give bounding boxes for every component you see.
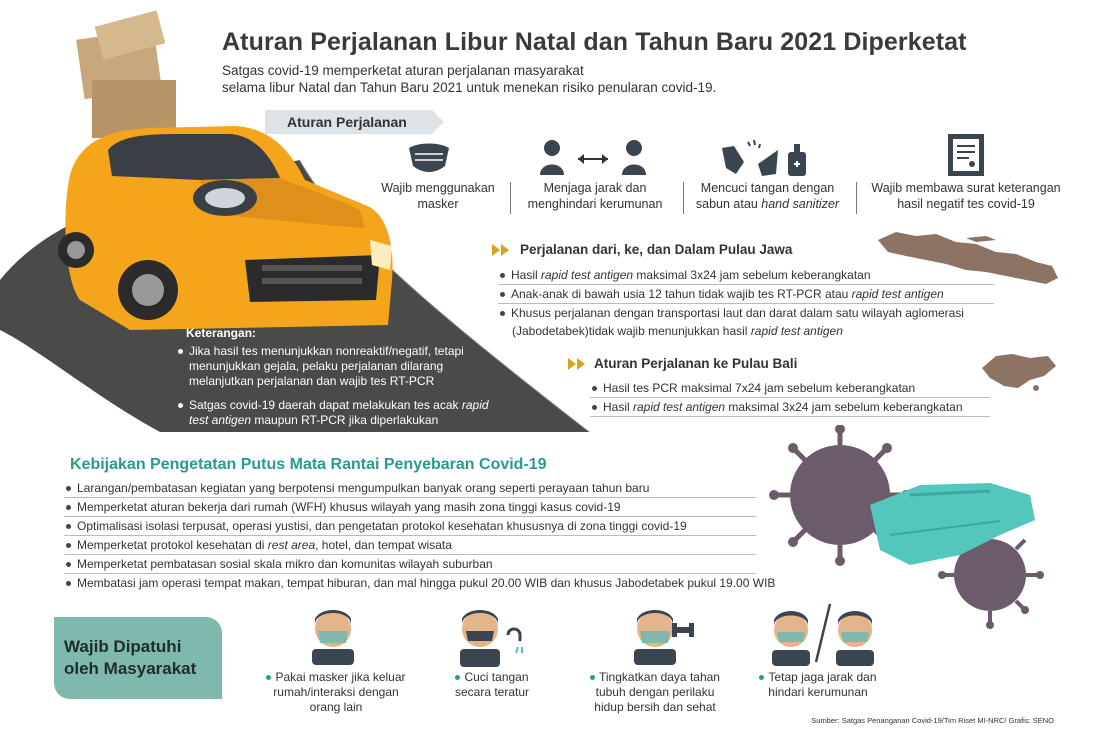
rule-handwash (690, 180, 845, 212)
certificate-icon (944, 132, 988, 178)
jawa-b1-text: Hasil (511, 268, 542, 282)
subtitle-line-1: Satgas covid-19 memperketat aturan perjalanan masyarakat (222, 63, 584, 78)
keterangan-item-2-italic: rapid test antigen (189, 398, 489, 427)
wajib-item-1-l1: Pakai masker jika keluar (275, 670, 406, 684)
subtitle-line-2: selama libur Natal dan Tahun Baru 2021 untuk menekan risiko penularan covid-19. (222, 80, 717, 95)
kebijakan-heading: Kebijakan Pengetatan Putus Mata Rantai Penyebaran Covid-19 (70, 456, 547, 473)
kebijakan-item-2: Memperketat aturan bekerja dari rumah (WFH) khusus wilayah yang masih zona tinggi kasus covid-19 (77, 500, 621, 514)
keterangan-item-1: Jika hasil tes menunjukkan nonreaktif/negatif, tetapi menunjukkan gejala, pelaku perjalanan dilarang melanjutkan perjalanan dan wajib tes RT-PCR (189, 344, 464, 388)
wajib-item-1-l2: rumah/interaksi dengan (273, 685, 399, 699)
list-item (590, 379, 990, 398)
distance-icon (540, 137, 646, 177)
rule-distance-line2: menghindari kerumunan (527, 197, 663, 211)
keterangan-item (178, 344, 498, 389)
list-item (64, 517, 756, 536)
jawa-list (498, 266, 994, 340)
list-item (498, 266, 994, 285)
kebijakan-item-4-italic: rest area (267, 538, 316, 552)
list-item (64, 536, 756, 555)
rule-distance (520, 180, 670, 212)
jawa-b3-text2: (Jabodetabek)tidak wajib menunjukkan hasil (512, 324, 751, 338)
bali-b2-text: Hasil (603, 400, 634, 414)
handwash-icon (718, 138, 814, 178)
arrow-icon (492, 244, 500, 256)
arrow-icon (501, 244, 509, 256)
wajib-item-immunity (570, 670, 740, 715)
jawa-b3-italic: rapid test antigen (750, 324, 843, 338)
rule-handwash-italic: hand sanitizer (761, 197, 840, 211)
bali-map-icon (978, 350, 1058, 394)
rule-divider (856, 182, 857, 214)
kebijakan-item-3: Optimalisasi isolasi terpusat, operasi yustisi, dan pengetatan protokol kesehatan khususnya di zona tinggi covid-19 (77, 519, 687, 533)
person-handwash-icon (456, 605, 528, 667)
rule-certificate-line2: hasil negatif tes covid-19 (897, 197, 1035, 211)
arrow-icon (577, 358, 585, 370)
yellow-car-icon (58, 126, 393, 330)
kebijakan-item-4-end: , hotel, dan tempat wisata (315, 538, 452, 552)
kebijakan-item-5: Memperketat pembatasan sosial skala mikro dan komunitas wilayah suburban (77, 557, 493, 571)
jawa-heading-text: Perjalanan dari, ke, dan Dalam Pulau Jawa (520, 242, 793, 257)
list-item (64, 555, 756, 574)
cardboard-boxes-icon (76, 10, 176, 138)
wajib-dipatuhi-line2: oleh Masyarakat (64, 659, 197, 678)
jawa-b2-text: Anak-anak di bawah usia 12 tahun tidak wajib tes RT-PCR atau (511, 287, 852, 301)
jawa-b3-text: Khusus perjalanan dengan transportasi laut dan darat dalam satu wilayah aglomerasi (511, 306, 964, 320)
aturan-perjalanan-tag (265, 110, 432, 134)
wajib-item-1-l3: orang lain (309, 700, 363, 714)
list-item (498, 304, 994, 322)
keterangan-title: Keterangan: (186, 326, 257, 340)
rule-mask (378, 180, 498, 212)
kebijakan-item-4: Memperketat protokol kesehatan di (77, 538, 268, 552)
rule-certificate-line1: Wajib membawa surat keterangan (871, 181, 1061, 195)
wajib-item-mask (256, 670, 416, 715)
wajib-item-3-l1: Tingkatkan daya tahan (599, 670, 720, 684)
wajib-item-4-l2: hindari kerumunan (768, 685, 868, 699)
wajib-item-distance (748, 670, 888, 700)
person-exercise-icon (632, 605, 694, 665)
wajib-item-handwash (432, 670, 552, 700)
kebijakan-list (64, 479, 776, 592)
list-item (64, 479, 756, 498)
wajib-item-3-l2: tubuh dengan perilaku (595, 685, 715, 699)
rule-mask-line2: masker (417, 197, 459, 211)
list-item (498, 285, 994, 304)
list-item (64, 574, 824, 592)
kebijakan-item-1: Larangan/pembatasan kegiatan yang berpotensi mengumpulkan banyak orang seperti perayaan tahun baru (77, 481, 650, 495)
subtitle (222, 62, 716, 96)
wajib-item-2-l1: Cuci tangan (464, 670, 529, 684)
keterangan-item (178, 398, 498, 428)
wajib-item-2-l2: secara teratur (454, 685, 530, 699)
kebijakan-item-6: Membatasi jam operasi tempat makan, tempat hiburan, dan mal hingga pukul 20.00 WIB dan khusus Jabodetabek pukul 19.00 WIB (77, 576, 776, 590)
rule-divider (683, 182, 684, 214)
rule-mask-line1: Wajib menggunakan (381, 181, 495, 195)
aturan-perjalanan-label: Aturan Perjalanan (287, 114, 407, 130)
bali-list (590, 379, 990, 417)
keterangan-item-2-end: maupun RT-PCR jika diperlakukan (251, 413, 439, 427)
people-distance-icon (768, 600, 878, 666)
source-credit: Sumber: Satgas Penanganan Covid-19/Tim Riset MI-NRC/ Grafis: SENO (811, 716, 1054, 725)
rule-distance-line1: Menjaga jarak dan (543, 181, 647, 195)
bali-heading (568, 356, 797, 371)
wajib-dipatuhi-line1: Wajib Dipatuhi (64, 637, 182, 656)
bali-b2-italic: rapid test antigen (633, 400, 726, 414)
jawa-b1-italic: rapid test antigen (541, 268, 634, 282)
list-item (590, 398, 990, 417)
wajib-item-3-l3: hidup bersih dan sehat (594, 700, 716, 714)
arrow-icon (568, 358, 576, 370)
rule-handwash-line2 (690, 196, 845, 212)
bali-heading-text: Aturan Perjalanan ke Pulau Bali (594, 356, 798, 371)
rule-divider (510, 182, 511, 214)
jawa-heading (492, 242, 792, 257)
rule-certificate (866, 180, 1066, 212)
rule-handwash-text: sabun atau (695, 197, 762, 211)
jawa-b1-text2: maksimal 3x24 jam sebelum keberangkatan (633, 268, 871, 282)
page-title: Aturan Perjalanan Libur Natal dan Tahun Baru 2021 Diperketat (222, 28, 967, 56)
list-item-cont (498, 322, 994, 340)
person-mask-icon (310, 605, 356, 665)
jawa-b2-italic: rapid test antigen (851, 287, 944, 301)
bali-b2-text2: maksimal 3x24 jam sebelum keberangkatan (725, 400, 963, 414)
bali-b1-text: Hasil tes PCR maksimal 7x24 jam sebelum keberangkatan (603, 381, 916, 395)
keterangan-item-2: Satgas covid-19 daerah dapat melakukan tes acak (189, 398, 462, 412)
wajib-item-4-l1: Tetap jaga jarak dan (768, 670, 877, 684)
keterangan-box (178, 326, 498, 437)
wajib-dipatuhi-box (54, 617, 222, 699)
list-item (64, 498, 756, 517)
rule-handwash-line1: Mencuci tangan dengan (700, 181, 835, 195)
mask-icon (405, 140, 453, 176)
